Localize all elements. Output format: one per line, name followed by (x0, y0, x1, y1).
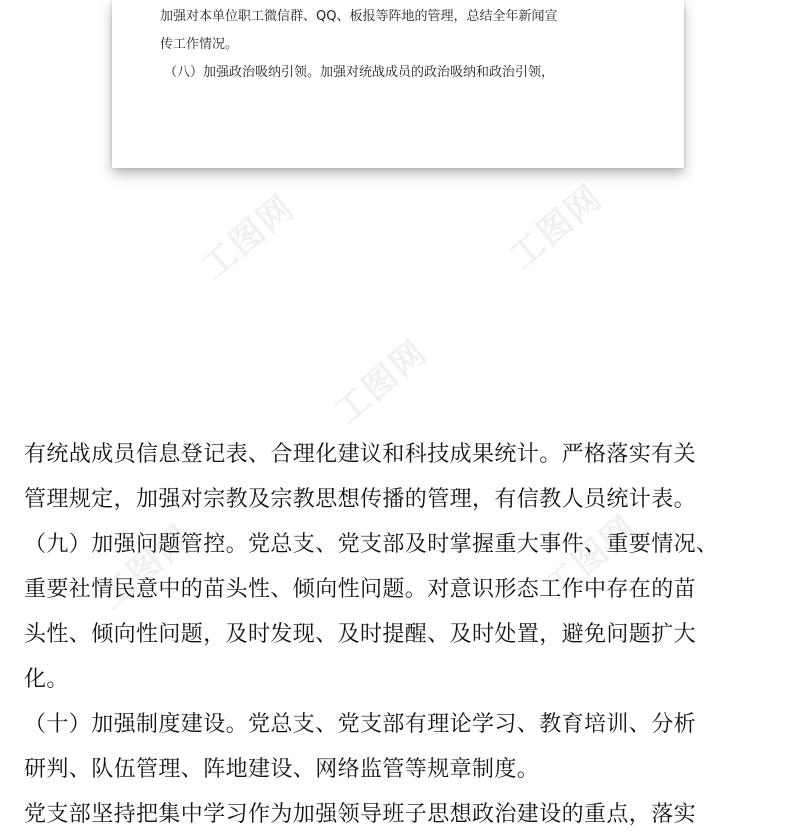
watermark-1: 工图网 (194, 187, 303, 288)
watermark-5: 工图网 (537, 507, 646, 608)
watermark-2: 工图网 (502, 177, 611, 278)
body-line-2: 管理规定，加强对宗教及宗教思想传播的管理，有信教人员统计表。 (24, 487, 697, 512)
body-line-1: 有统战成员信息登记表、合理化建议和科技成果统计。严格落实有关 (24, 442, 697, 467)
watermark-3: 工图网 (327, 332, 436, 433)
body-line-9: 党支部坚持把集中学习作为加强领导班子思想政治建设的重点，落实 (24, 802, 697, 827)
body-line-5: 头性、倾向性问题，及时发现、及时提醒、及时处置，避免问题扩大 (24, 622, 697, 647)
body-line-8: 研判、队伍管理、阵地建设、网络监管等规章制度。 (24, 757, 540, 782)
document-preview-card (112, 0, 684, 168)
preview-line-2: 传工作情况。 (160, 37, 239, 52)
watermark-4: 工图网 (92, 517, 201, 618)
preview-line-1: 加强对本单位职工微信群、QQ、板报等阵地的管理，总结全年新闻宣 (160, 9, 558, 24)
body-line-6: 化。 (24, 667, 69, 692)
preview-line-3: （八）加强政治吸纳引领。加强对统战成员的政治吸纳和政治引领， (164, 65, 555, 80)
document-body (24, 432, 719, 837)
body-line-4: 重要社情民意中的苗头性、倾向性问题。对意识形态工作中存在的苗 (24, 577, 697, 602)
body-line-3: （九）加强问题管控。党总支、党支部及时掌握重大事件、重要情况、 (24, 532, 719, 557)
body-line-7: （十）加强制度建设。党总支、党支部有理论学习、教育培训、分析 (24, 712, 697, 737)
